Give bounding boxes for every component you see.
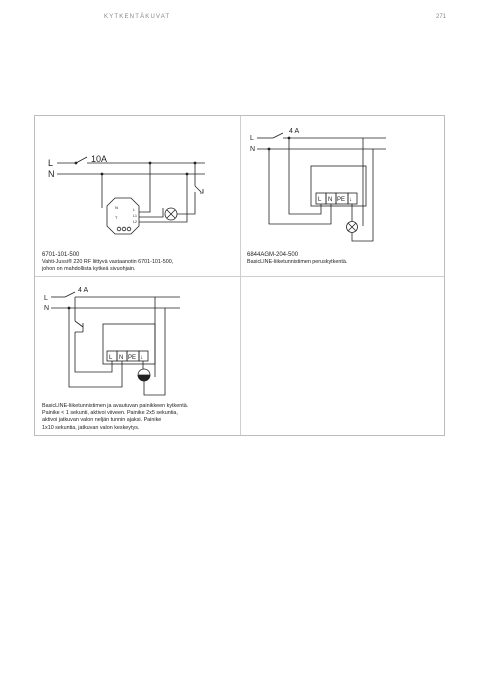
diagram-1-caption-line-2: johon on mahdollista kytkeä sivuohjain. [42, 266, 136, 273]
fuse-label: 10A [91, 154, 108, 164]
diagram-3-caption [42, 403, 188, 432]
svg-text:N: N [115, 205, 118, 210]
svg-text:L2: L2 [133, 220, 137, 224]
diagram-3-caption-line-3: aktivoi jatkuvan valon neljän tunnin ajaksi. Painike [42, 417, 162, 424]
svg-text:↓: ↓ [349, 197, 352, 203]
diagram-3-caption-line-2: Painike < 1 sekunti, aktivoi viiveen. Painike 2x5 sekuntia, [42, 410, 178, 417]
product-code-2: 6844AGM-204-500 [247, 252, 299, 258]
svg-text:N: N [119, 355, 124, 361]
svg-text:N: N [328, 197, 333, 203]
svg-text:T: T [115, 215, 118, 220]
line-label-l: L [250, 135, 254, 142]
diagram-1-caption [42, 252, 173, 274]
diagram-panel-3 [35, 277, 240, 435]
empty-panel [241, 277, 444, 435]
diagram-3-caption-line-4: 1x10 sekuntia, jatkuvan valon keskeytys. [42, 424, 140, 431]
fuse-label: 4 A [78, 287, 89, 294]
line-label-n: N [250, 146, 256, 153]
svg-text:L: L [318, 197, 322, 203]
line-label-l: L [44, 295, 48, 302]
line-label-l: L [48, 158, 54, 168]
page-number: 271 [435, 14, 446, 20]
diagram-2-caption-line-1: BasicLINE-liiketunnistimen peruskytkentä. [247, 259, 348, 266]
svg-text:PE: PE [337, 197, 346, 203]
diagram-panel-2 [241, 116, 444, 276]
svg-text:L1: L1 [133, 214, 137, 218]
svg-text:L: L [109, 355, 113, 361]
diagram-2-caption [247, 252, 347, 266]
diagram-3-caption-line-1: BasicLINE-liiketunnistimen ja avautuvan painikkeen kytkentä. [42, 403, 189, 409]
fuse-label: 4 A [289, 128, 300, 135]
diagram-panel-1 [35, 116, 240, 276]
page-header-title: KYTKENTÄKUVAT [104, 14, 171, 20]
svg-text:L: L [133, 208, 135, 212]
svg-text:PE: PE [128, 355, 137, 361]
wiring-diagrams-frame [34, 115, 445, 436]
line-label-n: N [44, 305, 50, 312]
line-label-n: N [48, 169, 55, 179]
diagram-1-caption-line-1: Vahti-Jussi® 220 RF liittyvä vastaanotin 6701-101-500, [42, 259, 174, 266]
product-code-1: 6701-101-500 [42, 252, 80, 258]
svg-text:↓: ↓ [140, 355, 143, 361]
